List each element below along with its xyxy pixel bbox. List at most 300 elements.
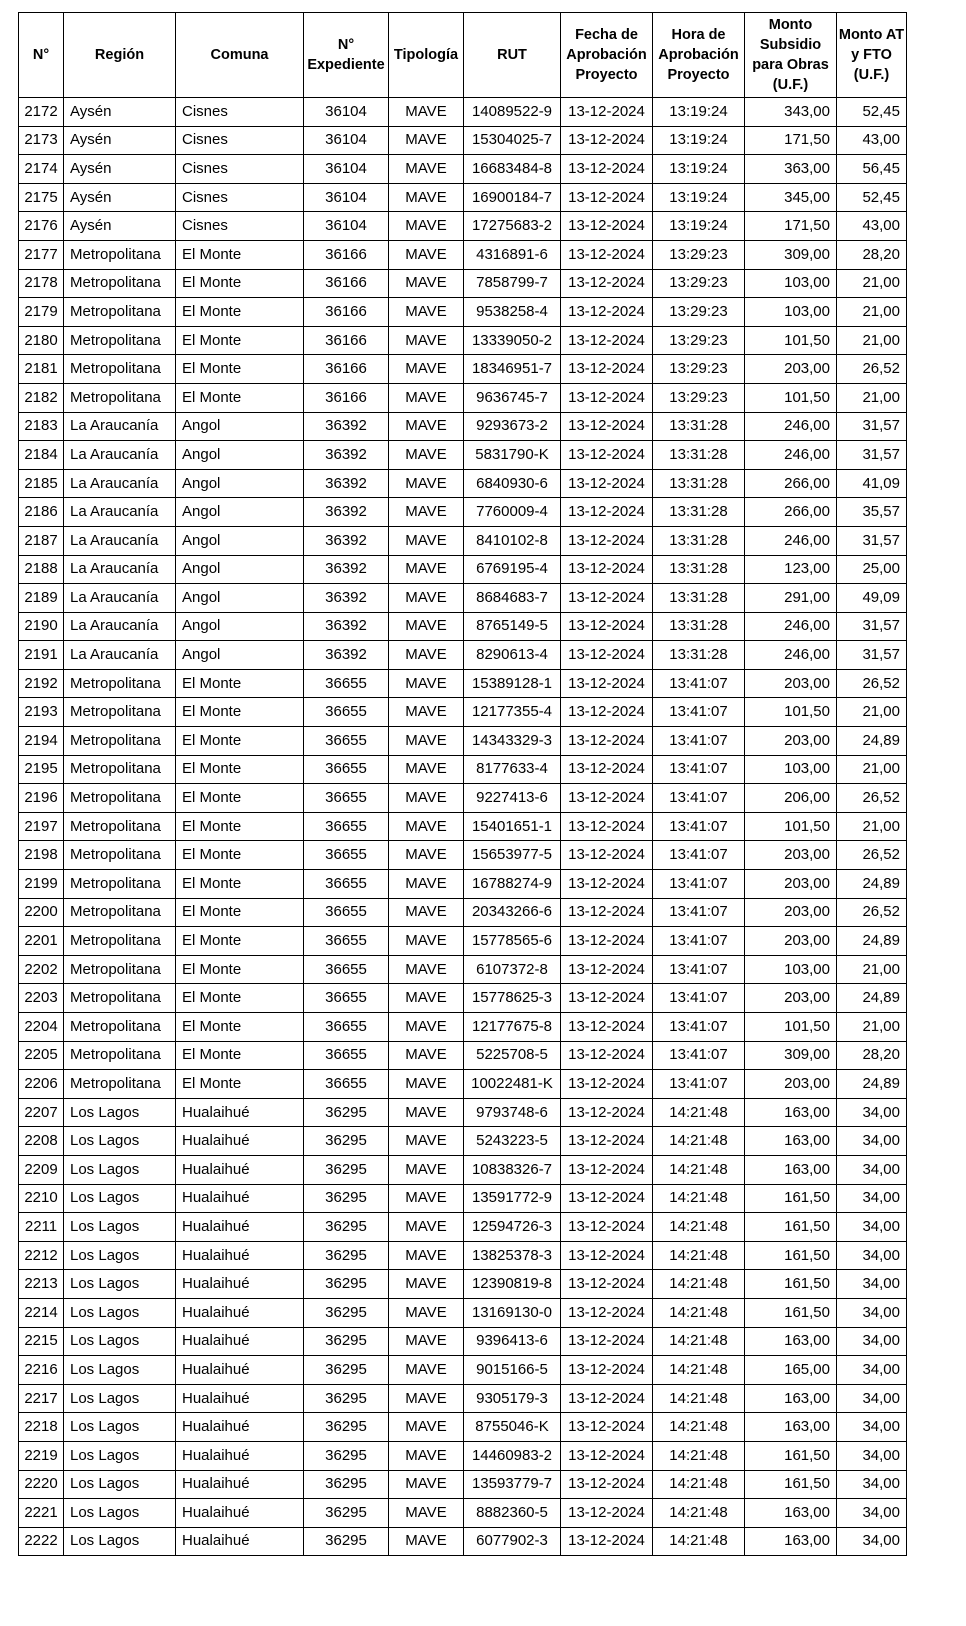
- cell-fecha: 13-12-2024: [561, 98, 653, 127]
- cell-tipologia: MAVE: [389, 498, 464, 527]
- cell-hora: 14:21:48: [653, 1298, 745, 1327]
- cell-monto-subsidio: 203,00: [745, 841, 837, 870]
- cell-tipologia: MAVE: [389, 1356, 464, 1385]
- cell-region: La Araucanía: [64, 612, 176, 641]
- cell-monto-subsidio: 101,50: [745, 1013, 837, 1042]
- cell-monto-subsidio: 309,00: [745, 1041, 837, 1070]
- cell-region: Los Lagos: [64, 1184, 176, 1213]
- cell-region: La Araucanía: [64, 441, 176, 470]
- cell-rut: 15401651-1: [464, 812, 561, 841]
- cell-hora: 14:21:48: [653, 1213, 745, 1242]
- cell-fecha: 13-12-2024: [561, 1213, 653, 1242]
- cell-hora: 13:31:28: [653, 612, 745, 641]
- table-row: [19, 698, 907, 727]
- cell-tipologia: MAVE: [389, 1098, 464, 1127]
- cell-region: Metropolitana: [64, 955, 176, 984]
- cell-tipologia: MAVE: [389, 1213, 464, 1242]
- cell-rut: 8882360-5: [464, 1499, 561, 1528]
- cell-hora: 14:21:48: [653, 1155, 745, 1184]
- cell-monto-subsidio: 171,50: [745, 212, 837, 241]
- table-row: [19, 326, 907, 355]
- cell-comuna: Hualaihué: [176, 1527, 304, 1556]
- cell-monto-at: 24,89: [837, 927, 907, 956]
- cell-region: Los Lagos: [64, 1155, 176, 1184]
- cell-comuna: El Monte: [176, 298, 304, 327]
- cell-comuna: Hualaihué: [176, 1098, 304, 1127]
- cell-region: Metropolitana: [64, 698, 176, 727]
- cell-num: 2199: [19, 870, 64, 899]
- table-row: [19, 1413, 907, 1442]
- cell-hora: 13:41:07: [653, 698, 745, 727]
- cell-monto-subsidio: 163,00: [745, 1098, 837, 1127]
- cell-fecha: 13-12-2024: [561, 984, 653, 1013]
- cell-hora: 13:41:07: [653, 955, 745, 984]
- cell-rut: 5831790-K: [464, 441, 561, 470]
- cell-fecha: 13-12-2024: [561, 784, 653, 813]
- cell-monto-subsidio: 163,00: [745, 1527, 837, 1556]
- cell-region: La Araucanía: [64, 555, 176, 584]
- cell-monto-at: 21,00: [837, 269, 907, 298]
- cell-monto-subsidio: 163,00: [745, 1155, 837, 1184]
- cell-expediente: 36166: [304, 269, 389, 298]
- cell-num: 2174: [19, 155, 64, 184]
- cell-num: 2200: [19, 898, 64, 927]
- cell-num: 2217: [19, 1384, 64, 1413]
- cell-tipologia: MAVE: [389, 469, 464, 498]
- cell-region: Metropolitana: [64, 240, 176, 269]
- cell-fecha: 13-12-2024: [561, 469, 653, 498]
- cell-tipologia: MAVE: [389, 1184, 464, 1213]
- cell-monto-at: 34,00: [837, 1213, 907, 1242]
- cell-comuna: El Monte: [176, 326, 304, 355]
- cell-region: Los Lagos: [64, 1413, 176, 1442]
- cell-expediente: 36655: [304, 898, 389, 927]
- cell-region: Metropolitana: [64, 1070, 176, 1099]
- cell-hora: 14:21:48: [653, 1413, 745, 1442]
- cell-comuna: Hualaihué: [176, 1298, 304, 1327]
- cell-monto-at: 21,00: [837, 383, 907, 412]
- cell-monto-subsidio: 345,00: [745, 183, 837, 212]
- cell-fecha: 13-12-2024: [561, 1070, 653, 1099]
- cell-region: La Araucanía: [64, 584, 176, 613]
- cell-fecha: 13-12-2024: [561, 1441, 653, 1470]
- cell-fecha: 13-12-2024: [561, 927, 653, 956]
- cell-comuna: El Monte: [176, 355, 304, 384]
- table-row: [19, 612, 907, 641]
- cell-tipologia: MAVE: [389, 183, 464, 212]
- cell-rut: 8755046-K: [464, 1413, 561, 1442]
- cell-monto-at: 21,00: [837, 698, 907, 727]
- table-row: [19, 727, 907, 756]
- cell-rut: 9636745-7: [464, 383, 561, 412]
- cell-comuna: Angol: [176, 584, 304, 613]
- cell-rut: 15778565-6: [464, 927, 561, 956]
- cell-fecha: 13-12-2024: [561, 555, 653, 584]
- table-row: [19, 1070, 907, 1099]
- cell-monto-at: 24,89: [837, 727, 907, 756]
- cell-hora: 13:31:28: [653, 412, 745, 441]
- cell-rut: 9305179-3: [464, 1384, 561, 1413]
- cell-monto-at: 24,89: [837, 870, 907, 899]
- table-row: [19, 355, 907, 384]
- cell-monto-at: 21,00: [837, 812, 907, 841]
- cell-region: Metropolitana: [64, 812, 176, 841]
- cell-region: Metropolitana: [64, 669, 176, 698]
- cell-hora: 13:29:23: [653, 326, 745, 355]
- cell-region: Aysén: [64, 183, 176, 212]
- cell-monto-at: 34,00: [837, 1155, 907, 1184]
- cell-monto-at: 31,57: [837, 412, 907, 441]
- cell-monto-subsidio: 246,00: [745, 641, 837, 670]
- cell-fecha: 13-12-2024: [561, 1384, 653, 1413]
- cell-fecha: 13-12-2024: [561, 383, 653, 412]
- cell-region: La Araucanía: [64, 498, 176, 527]
- cell-hora: 14:21:48: [653, 1327, 745, 1356]
- cell-comuna: El Monte: [176, 1070, 304, 1099]
- cell-num: 2221: [19, 1499, 64, 1528]
- cell-comuna: Hualaihué: [176, 1384, 304, 1413]
- cell-rut: 15778625-3: [464, 984, 561, 1013]
- cell-hora: 13:41:07: [653, 1013, 745, 1042]
- cell-fecha: 13-12-2024: [561, 183, 653, 212]
- cell-tipologia: MAVE: [389, 555, 464, 584]
- cell-rut: 5243223-5: [464, 1127, 561, 1156]
- cell-expediente: 36295: [304, 1184, 389, 1213]
- cell-expediente: 36392: [304, 441, 389, 470]
- cell-fecha: 13-12-2024: [561, 641, 653, 670]
- cell-monto-subsidio: 203,00: [745, 1070, 837, 1099]
- cell-comuna: El Monte: [176, 812, 304, 841]
- cell-comuna: Cisnes: [176, 126, 304, 155]
- cell-region: Aysén: [64, 212, 176, 241]
- header-monto-at: Monto AT y FTO (U.F.): [837, 13, 907, 98]
- cell-hora: 13:31:28: [653, 526, 745, 555]
- cell-comuna: Angol: [176, 641, 304, 670]
- cell-hora: 13:41:07: [653, 669, 745, 698]
- cell-fecha: 13-12-2024: [561, 1098, 653, 1127]
- cell-fecha: 13-12-2024: [561, 870, 653, 899]
- cell-hora: 14:21:48: [653, 1241, 745, 1270]
- cell-monto-subsidio: 123,00: [745, 555, 837, 584]
- cell-hora: 13:31:28: [653, 555, 745, 584]
- table-row: [19, 841, 907, 870]
- cell-expediente: 36166: [304, 298, 389, 327]
- cell-tipologia: MAVE: [389, 927, 464, 956]
- cell-expediente: 36655: [304, 1041, 389, 1070]
- cell-tipologia: MAVE: [389, 1384, 464, 1413]
- cell-rut: 10022481-K: [464, 1070, 561, 1099]
- cell-monto-subsidio: 171,50: [745, 126, 837, 155]
- cell-monto-at: 34,00: [837, 1527, 907, 1556]
- cell-region: Metropolitana: [64, 727, 176, 756]
- cell-monto-at: 28,20: [837, 240, 907, 269]
- cell-fecha: 13-12-2024: [561, 727, 653, 756]
- cell-monto-subsidio: 161,50: [745, 1213, 837, 1242]
- cell-comuna: Cisnes: [176, 98, 304, 127]
- table-row: [19, 441, 907, 470]
- cell-monto-subsidio: 161,50: [745, 1241, 837, 1270]
- cell-comuna: Angol: [176, 469, 304, 498]
- table-row: [19, 1127, 907, 1156]
- cell-hora: 14:21:48: [653, 1098, 745, 1127]
- cell-comuna: Hualaihué: [176, 1327, 304, 1356]
- cell-region: Metropolitana: [64, 383, 176, 412]
- table-row: [19, 870, 907, 899]
- cell-hora: 13:29:23: [653, 383, 745, 412]
- cell-tipologia: MAVE: [389, 698, 464, 727]
- cell-comuna: Hualaihué: [176, 1155, 304, 1184]
- cell-rut: 9396413-6: [464, 1327, 561, 1356]
- cell-expediente: 36655: [304, 755, 389, 784]
- cell-hora: 13:19:24: [653, 98, 745, 127]
- cell-monto-subsidio: 246,00: [745, 612, 837, 641]
- cell-fecha: 13-12-2024: [561, 1499, 653, 1528]
- cell-fecha: 13-12-2024: [561, 812, 653, 841]
- cell-monto-subsidio: 101,50: [745, 383, 837, 412]
- cell-tipologia: MAVE: [389, 1241, 464, 1270]
- cell-hora: 14:21:48: [653, 1470, 745, 1499]
- cell-monto-at: 25,00: [837, 555, 907, 584]
- cell-monto-subsidio: 163,00: [745, 1327, 837, 1356]
- cell-num: 2172: [19, 98, 64, 127]
- header-expediente: N° Expediente: [304, 13, 389, 98]
- cell-rut: 13339050-2: [464, 326, 561, 355]
- table-row: [19, 240, 907, 269]
- table-row: [19, 155, 907, 184]
- cell-expediente: 36655: [304, 927, 389, 956]
- table-row: [19, 1270, 907, 1299]
- cell-num: 2195: [19, 755, 64, 784]
- cell-rut: 16900184-7: [464, 183, 561, 212]
- cell-comuna: Hualaihué: [176, 1184, 304, 1213]
- cell-num: 2207: [19, 1098, 64, 1127]
- cell-comuna: Hualaihué: [176, 1356, 304, 1385]
- cell-expediente: 36392: [304, 612, 389, 641]
- cell-expediente: 36295: [304, 1270, 389, 1299]
- cell-monto-at: 56,45: [837, 155, 907, 184]
- cell-comuna: El Monte: [176, 383, 304, 412]
- cell-comuna: Angol: [176, 498, 304, 527]
- cell-monto-at: 34,00: [837, 1499, 907, 1528]
- cell-region: Los Lagos: [64, 1356, 176, 1385]
- cell-comuna: Hualaihué: [176, 1470, 304, 1499]
- cell-rut: 18346951-7: [464, 355, 561, 384]
- cell-expediente: 36104: [304, 212, 389, 241]
- table-row: [19, 212, 907, 241]
- cell-num: 2182: [19, 383, 64, 412]
- cell-num: 2181: [19, 355, 64, 384]
- cell-monto-at: 49,09: [837, 584, 907, 613]
- cell-hora: 13:41:07: [653, 755, 745, 784]
- subsidy-table: [18, 12, 907, 1556]
- cell-rut: 9793748-6: [464, 1098, 561, 1127]
- table-row: [19, 98, 907, 127]
- cell-expediente: 36166: [304, 383, 389, 412]
- cell-region: Los Lagos: [64, 1327, 176, 1356]
- cell-fecha: 13-12-2024: [561, 755, 653, 784]
- cell-fecha: 13-12-2024: [561, 155, 653, 184]
- cell-comuna: El Monte: [176, 955, 304, 984]
- cell-expediente: 36166: [304, 240, 389, 269]
- cell-num: 2220: [19, 1470, 64, 1499]
- cell-tipologia: MAVE: [389, 784, 464, 813]
- cell-rut: 20343266-6: [464, 898, 561, 927]
- cell-monto-at: 21,00: [837, 298, 907, 327]
- cell-comuna: Cisnes: [176, 155, 304, 184]
- cell-hora: 13:29:23: [653, 269, 745, 298]
- cell-comuna: El Monte: [176, 698, 304, 727]
- cell-expediente: 36655: [304, 784, 389, 813]
- cell-rut: 16683484-8: [464, 155, 561, 184]
- cell-tipologia: MAVE: [389, 212, 464, 241]
- cell-hora: 13:31:28: [653, 584, 745, 613]
- cell-num: 2173: [19, 126, 64, 155]
- cell-tipologia: MAVE: [389, 669, 464, 698]
- cell-num: 2206: [19, 1070, 64, 1099]
- cell-expediente: 36104: [304, 155, 389, 184]
- cell-region: Aysén: [64, 155, 176, 184]
- cell-monto-subsidio: 246,00: [745, 526, 837, 555]
- cell-comuna: El Monte: [176, 784, 304, 813]
- cell-monto-subsidio: 309,00: [745, 240, 837, 269]
- cell-expediente: 36392: [304, 469, 389, 498]
- cell-fecha: 13-12-2024: [561, 1184, 653, 1213]
- cell-tipologia: MAVE: [389, 1413, 464, 1442]
- cell-num: 2186: [19, 498, 64, 527]
- cell-region: Los Lagos: [64, 1384, 176, 1413]
- cell-num: 2187: [19, 526, 64, 555]
- cell-monto-subsidio: 163,00: [745, 1127, 837, 1156]
- cell-tipologia: MAVE: [389, 727, 464, 756]
- cell-num: 2216: [19, 1356, 64, 1385]
- cell-tipologia: MAVE: [389, 984, 464, 1013]
- cell-fecha: 13-12-2024: [561, 1327, 653, 1356]
- cell-monto-subsidio: 246,00: [745, 412, 837, 441]
- cell-monto-at: 34,00: [837, 1298, 907, 1327]
- cell-fecha: 13-12-2024: [561, 269, 653, 298]
- cell-rut: 8177633-4: [464, 755, 561, 784]
- cell-hora: 13:19:24: [653, 212, 745, 241]
- cell-monto-subsidio: 163,00: [745, 1384, 837, 1413]
- cell-comuna: Hualaihué: [176, 1499, 304, 1528]
- cell-tipologia: MAVE: [389, 812, 464, 841]
- cell-comuna: Hualaihué: [176, 1441, 304, 1470]
- cell-hora: 14:21:48: [653, 1127, 745, 1156]
- cell-num: 2190: [19, 612, 64, 641]
- cell-expediente: 36295: [304, 1356, 389, 1385]
- cell-monto-at: 34,00: [837, 1241, 907, 1270]
- cell-hora: 13:29:23: [653, 355, 745, 384]
- cell-monto-at: 31,57: [837, 641, 907, 670]
- cell-region: Los Lagos: [64, 1127, 176, 1156]
- cell-rut: 9227413-6: [464, 784, 561, 813]
- cell-region: Metropolitana: [64, 1041, 176, 1070]
- cell-region: Metropolitana: [64, 326, 176, 355]
- cell-tipologia: MAVE: [389, 1013, 464, 1042]
- cell-comuna: El Monte: [176, 269, 304, 298]
- cell-rut: 16788274-9: [464, 870, 561, 899]
- cell-fecha: 13-12-2024: [561, 1155, 653, 1184]
- header-monto-subsidio: Monto Subsidio para Obras (U.F.): [745, 13, 837, 98]
- cell-tipologia: MAVE: [389, 412, 464, 441]
- table-row: [19, 1499, 907, 1528]
- cell-comuna: El Monte: [176, 1013, 304, 1042]
- cell-rut: 12594726-3: [464, 1213, 561, 1242]
- cell-region: Aysén: [64, 126, 176, 155]
- cell-monto-subsidio: 203,00: [745, 669, 837, 698]
- table-row: [19, 669, 907, 698]
- cell-fecha: 13-12-2024: [561, 1270, 653, 1299]
- cell-monto-at: 34,00: [837, 1356, 907, 1385]
- cell-region: Metropolitana: [64, 355, 176, 384]
- cell-hora: 13:31:28: [653, 641, 745, 670]
- cell-monto-at: 34,00: [837, 1098, 907, 1127]
- cell-hora: 13:41:07: [653, 898, 745, 927]
- cell-num: 2209: [19, 1155, 64, 1184]
- cell-rut: 14460983-2: [464, 1441, 561, 1470]
- table-row: [19, 1356, 907, 1385]
- cell-expediente: 36295: [304, 1327, 389, 1356]
- cell-num: 2214: [19, 1298, 64, 1327]
- cell-region: Los Lagos: [64, 1270, 176, 1299]
- cell-tipologia: MAVE: [389, 1270, 464, 1299]
- cell-expediente: 36392: [304, 584, 389, 613]
- cell-hora: 13:41:07: [653, 841, 745, 870]
- cell-monto-at: 31,57: [837, 612, 907, 641]
- cell-monto-subsidio: 203,00: [745, 898, 837, 927]
- table-body: [19, 98, 907, 1556]
- cell-monto-subsidio: 165,00: [745, 1356, 837, 1385]
- cell-region: La Araucanía: [64, 641, 176, 670]
- cell-region: Los Lagos: [64, 1499, 176, 1528]
- cell-monto-subsidio: 103,00: [745, 755, 837, 784]
- cell-hora: 13:19:24: [653, 155, 745, 184]
- cell-monto-at: 34,00: [837, 1413, 907, 1442]
- cell-hora: 14:21:48: [653, 1384, 745, 1413]
- table-row: [19, 1213, 907, 1242]
- cell-rut: 14343329-3: [464, 727, 561, 756]
- cell-tipologia: MAVE: [389, 326, 464, 355]
- cell-num: 2205: [19, 1041, 64, 1070]
- cell-fecha: 13-12-2024: [561, 126, 653, 155]
- cell-num: 2191: [19, 641, 64, 670]
- cell-num: 2210: [19, 1184, 64, 1213]
- cell-hora: 14:21:48: [653, 1184, 745, 1213]
- cell-monto-subsidio: 203,00: [745, 727, 837, 756]
- cell-rut: 6769195-4: [464, 555, 561, 584]
- cell-fecha: 13-12-2024: [561, 955, 653, 984]
- cell-hora: 13:41:07: [653, 784, 745, 813]
- cell-monto-at: 26,52: [837, 355, 907, 384]
- cell-fecha: 13-12-2024: [561, 584, 653, 613]
- cell-expediente: 36166: [304, 355, 389, 384]
- cell-rut: 7760009-4: [464, 498, 561, 527]
- cell-rut: 14089522-9: [464, 98, 561, 127]
- cell-expediente: 36295: [304, 1241, 389, 1270]
- cell-rut: 8684683-7: [464, 584, 561, 613]
- cell-region: Metropolitana: [64, 784, 176, 813]
- cell-num: 2198: [19, 841, 64, 870]
- cell-fecha: 13-12-2024: [561, 1041, 653, 1070]
- table-row: [19, 1327, 907, 1356]
- cell-expediente: 36295: [304, 1470, 389, 1499]
- cell-monto-subsidio: 363,00: [745, 155, 837, 184]
- cell-region: Metropolitana: [64, 984, 176, 1013]
- cell-monto-at: 52,45: [837, 183, 907, 212]
- cell-tipologia: MAVE: [389, 1441, 464, 1470]
- header-comuna: Comuna: [176, 13, 304, 98]
- table-row: [19, 412, 907, 441]
